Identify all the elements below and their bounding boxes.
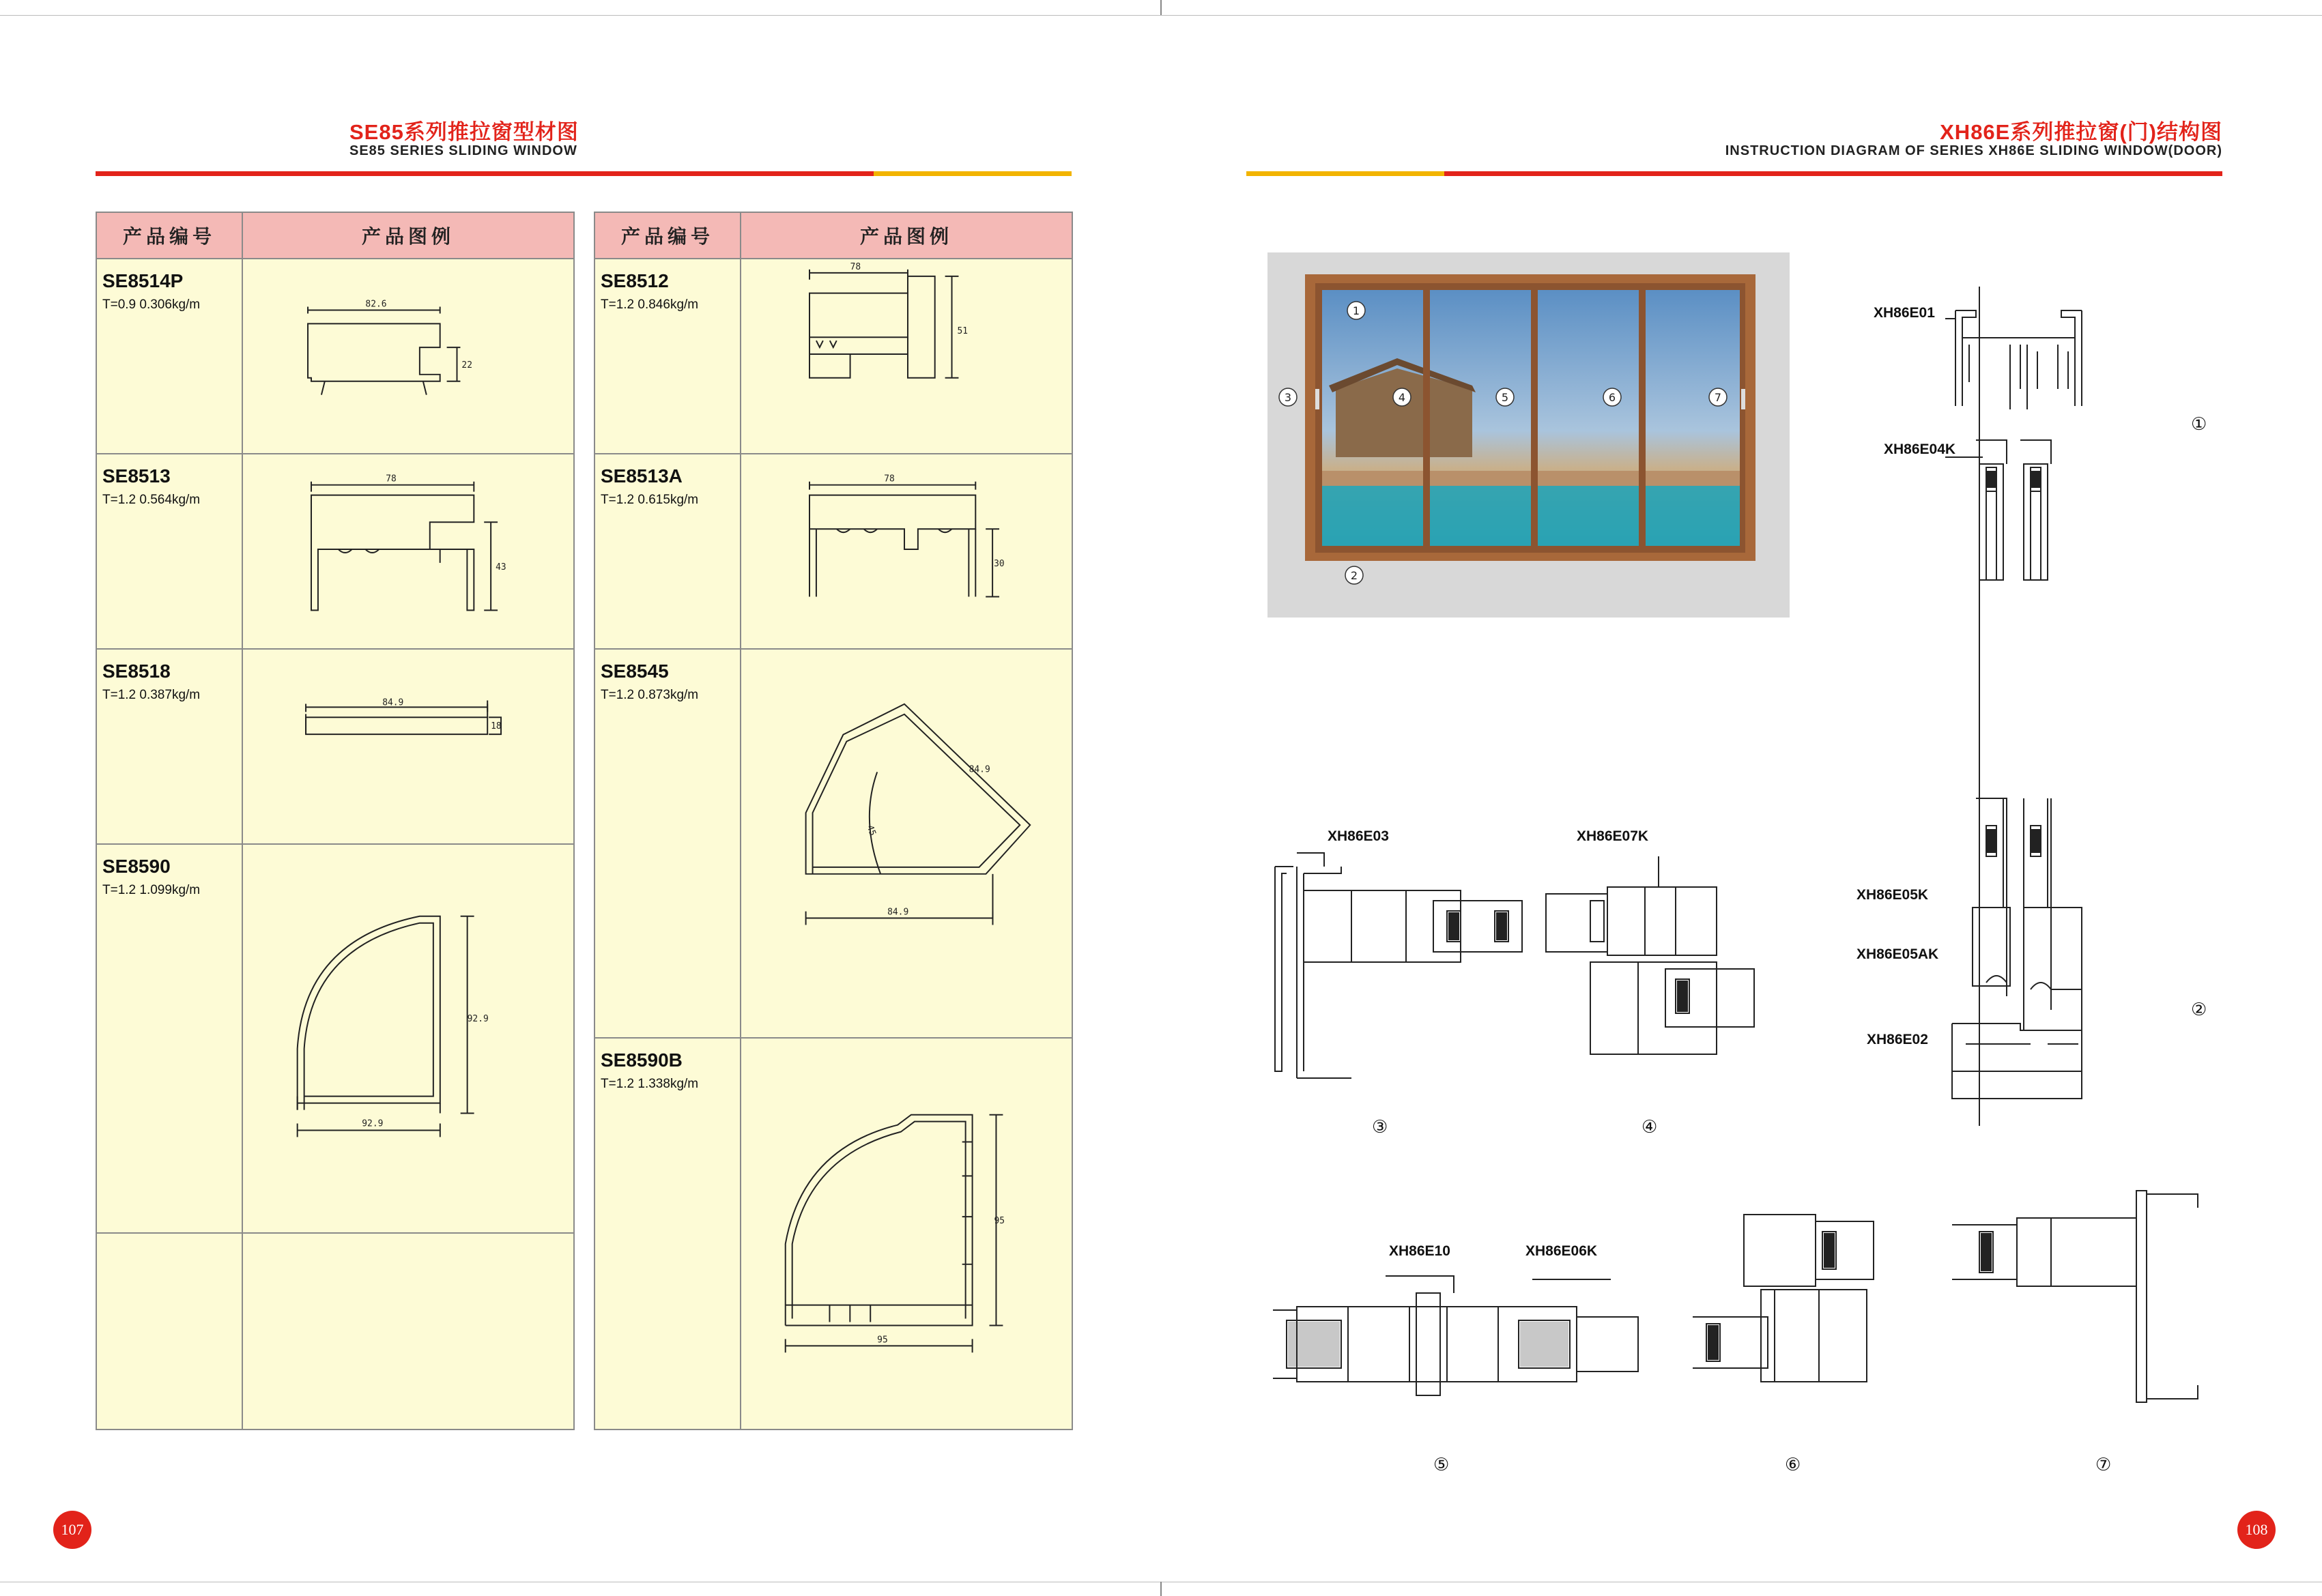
- dim-label: 84.9: [969, 764, 990, 775]
- section-number-4: ④: [1642, 1117, 1658, 1137]
- profile-drawing: [741, 1038, 1072, 1430]
- dim-label: 78: [884, 474, 895, 484]
- profile-se8590-drawing: [243, 845, 573, 1232]
- empty-cell: [96, 1233, 242, 1430]
- section-number-1: ①: [2191, 414, 2207, 435]
- photo-marker: 1: [1352, 304, 1360, 317]
- dim-label: 18: [491, 721, 502, 732]
- dim-label: 22: [461, 360, 472, 371]
- part-label-xh86e10: XH86E10: [1389, 1243, 1450, 1259]
- profile-drawing: [242, 454, 574, 649]
- dim-label: 82.6: [365, 299, 387, 310]
- profile-se8545-drawing: [741, 650, 1072, 1037]
- product-code: SE8513: [102, 465, 171, 487]
- product-code: SE8513A: [601, 465, 683, 487]
- product-spec: T=1.2 0.615kg/m: [601, 493, 699, 507]
- dim-label: 84.9: [382, 697, 404, 708]
- section-number-2: ②: [2191, 1000, 2207, 1020]
- profile-drawing: [242, 844, 574, 1233]
- photo-marker: 6: [1608, 391, 1616, 404]
- header-product-drawing: 产品图例: [242, 212, 574, 259]
- part-label-xh86e04k: XH86E04K: [1884, 441, 1956, 457]
- product-cell: [96, 454, 242, 649]
- photo-marker: 2: [1350, 569, 1358, 582]
- product-cell: [594, 649, 741, 1038]
- product-code: SE8590B: [601, 1049, 683, 1071]
- product-code: SE8590: [102, 856, 171, 877]
- part-label-xh86e06k: XH86E06K: [1525, 1243, 1598, 1259]
- product-spec: T=1.2 1.099kg/m: [102, 883, 201, 897]
- product-spec: T=1.2 0.564kg/m: [102, 493, 201, 507]
- left-rule-red: [96, 171, 874, 176]
- empty-cell: [242, 1233, 574, 1430]
- dim-label: 92.9: [362, 1118, 384, 1129]
- photo-marker: 4: [1398, 391, 1406, 404]
- dim-label: 92.9: [467, 1014, 489, 1025]
- header-product-code: 产品编号: [96, 212, 242, 259]
- part-label-xh86e03: XH86E03: [1328, 828, 1389, 844]
- product-spec: T=1.2 0.387kg/m: [102, 688, 201, 702]
- dim-label: 95: [994, 1216, 1005, 1227]
- profile-drawing: [242, 649, 574, 844]
- product-spec: T=1.2 0.873kg/m: [601, 688, 699, 702]
- section-number-6: ⑥: [1785, 1455, 1801, 1475]
- left-page-subtitle: SE85 SERIES SLIDING WINDOW: [349, 143, 577, 158]
- profile-table-2: [594, 212, 1073, 1430]
- product-cell: [594, 454, 741, 649]
- section-number-7: ⑦: [2095, 1455, 2112, 1475]
- profile-se8514p-drawing: [243, 259, 573, 453]
- profile-drawing: [242, 259, 574, 454]
- right-rule-yellow: [1246, 171, 1444, 176]
- right-page-title: XH86E系列推拉窗(门)结构图: [1940, 120, 2222, 144]
- product-code: SE8512: [601, 270, 669, 291]
- product-spec: T=1.2 1.338kg/m: [601, 1077, 699, 1091]
- product-spec: T=0.9 0.306kg/m: [102, 298, 201, 312]
- dim-label: 78: [386, 474, 397, 484]
- product-spec: T=1.2 0.846kg/m: [601, 298, 699, 312]
- part-label-xh86e07k: XH86E07K: [1577, 828, 1649, 844]
- dim-label: 51: [957, 326, 969, 337]
- part-label-xh86e01: XH86E01: [1874, 305, 1935, 321]
- profile-se8512-drawing: [741, 259, 1072, 453]
- profile-drawing: [741, 649, 1072, 1038]
- part-label-xh86e02: XH86E02: [1867, 1032, 1928, 1047]
- right-rule-red: [1444, 171, 2222, 176]
- dim-label: 30: [994, 558, 1005, 569]
- product-cell: [594, 259, 741, 454]
- product-cell: [96, 259, 242, 454]
- dim-label: 43: [496, 562, 506, 572]
- section-drawings: [1229, 287, 2218, 1501]
- product-cell: [96, 649, 242, 844]
- crop-mark: [1160, 0, 1162, 15]
- product-code: SE8545: [601, 661, 669, 682]
- crop-mark: [1160, 1582, 1162, 1596]
- page-number-right: 108: [2237, 1511, 2276, 1549]
- left-rule-yellow: [874, 171, 1072, 176]
- photo-marker: 3: [1284, 391, 1292, 404]
- crop-mark: [0, 15, 2322, 16]
- dim-label: 84.9: [887, 907, 909, 918]
- section-number-5: ⑤: [1433, 1455, 1450, 1475]
- profile-se8513a-drawing: [741, 454, 1072, 648]
- header-product-code: 产品编号: [594, 212, 741, 259]
- header-product-drawing: 产品图例: [741, 212, 1072, 259]
- product-code: SE8518: [102, 661, 171, 682]
- profile-se8518-drawing: [243, 650, 573, 843]
- photo-marker: 5: [1501, 391, 1509, 404]
- dim-label: 78: [850, 261, 861, 272]
- page-number-left: 107: [53, 1511, 91, 1549]
- profile-drawing: [741, 259, 1072, 454]
- dim-label: 95: [877, 1335, 888, 1346]
- left-page-title: SE85系列推拉窗型材图: [349, 120, 579, 144]
- profile-table-1: [96, 212, 575, 1430]
- part-label-xh86e05ak: XH86E05AK: [1857, 946, 1939, 962]
- profile-se8513-drawing: [243, 454, 573, 648]
- product-cell: [96, 844, 242, 1233]
- product-cell: [594, 1038, 741, 1430]
- photo-marker: 7: [1714, 391, 1722, 404]
- dim-label: 45: [864, 824, 878, 838]
- profile-drawing: [741, 454, 1072, 649]
- right-page-subtitle: INSTRUCTION DIAGRAM OF SERIES XH86E SLIDING WINDOW(DOOR): [1725, 143, 2222, 158]
- part-label-xh86e05k: XH86E05K: [1857, 887, 1929, 903]
- section-number-3: ③: [1372, 1117, 1388, 1137]
- profile-se8590b-drawing: [741, 1039, 1072, 1429]
- product-code: SE8514P: [102, 270, 184, 291]
